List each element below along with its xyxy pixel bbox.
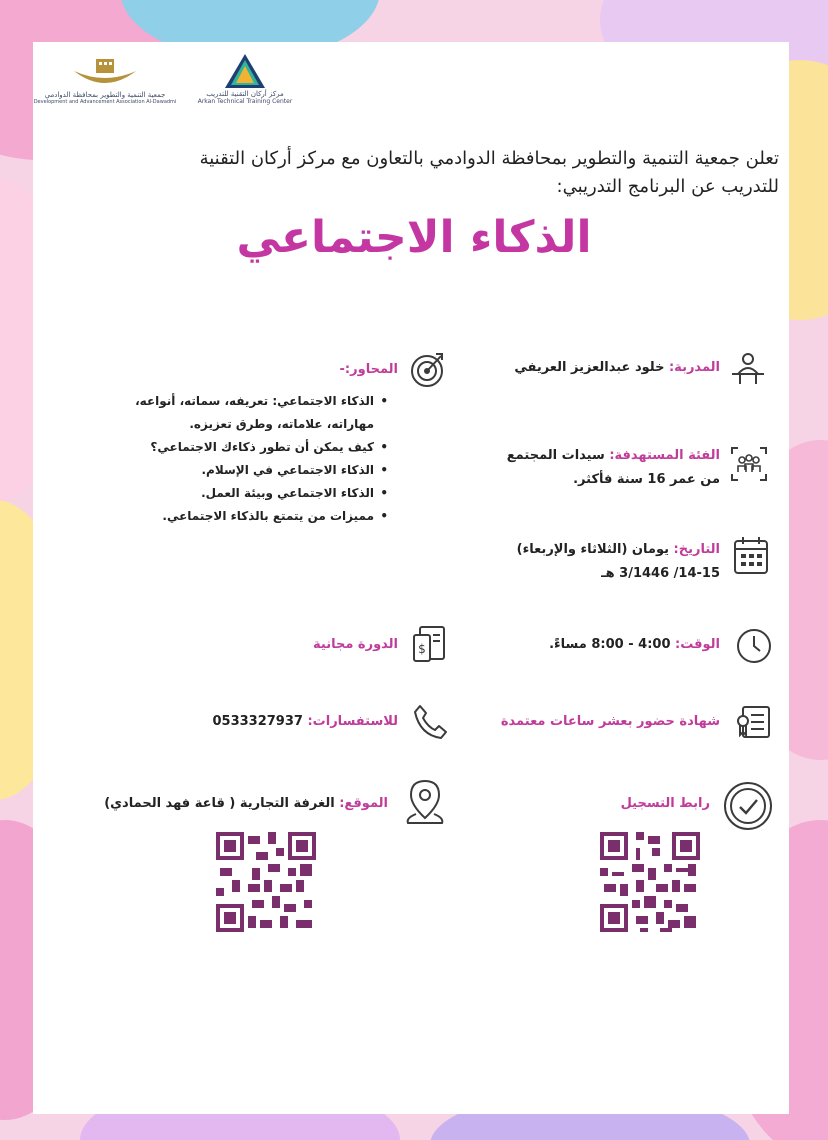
trainer-label: المدربة: [668, 360, 720, 375]
calendar-icon [733, 535, 769, 575]
axes-item: • مميزات من يتمتع بالذكاء الاجتماعي. [88, 505, 388, 528]
certificate-info [420, 710, 720, 734]
registration-label[interactable]: رابط التسجيل [620, 796, 710, 811]
center-name-en: Arkan Technical Training Center [197, 98, 293, 106]
trainer-info [460, 356, 720, 380]
trainer-icon [730, 350, 766, 386]
axes-section [98, 358, 398, 382]
target-icon [408, 350, 446, 388]
intro-line-1: تعلن جمعية التنمية والتطوير بمحافظة الدوادمي بالتعاون مع مركز أركان التقنية [199, 148, 779, 169]
intro-line-2: للتدريب عن البرنامج التدريبي: [556, 176, 779, 197]
axes-item: • كيف يمكن أن تطور ذكاءك الاجتماعي؟ [88, 436, 388, 459]
audience-label: الفئة المستهدفة: [609, 448, 720, 463]
center-name-ar: مركز أركان التقنية للتدريب [206, 90, 284, 98]
free-value: الدورة مجانية [313, 637, 398, 652]
axes-item: • الذكاء الاجتماعي: تعريفه، سماته، أنواعه، مهاراته، علاماته، وطرق تعزيزه. [88, 390, 388, 436]
time-label: الوقت: [675, 637, 720, 652]
certificate-icon [735, 703, 773, 741]
axes-item: • الذكاء الاجتماعي في الإسلام. [88, 459, 388, 482]
date-hijri: 14-15/ 3/1446 هـ [601, 566, 720, 581]
program-title: الذكاء الاجتماعي [236, 212, 592, 263]
location-pin-icon [404, 778, 446, 828]
time-info [460, 633, 720, 657]
axes-list-container [88, 390, 388, 528]
registration-info[interactable] [510, 792, 710, 816]
audience-info [440, 444, 720, 492]
association-name-ar: جمعية التنمية والتطوير بمحافظة الدوادمي [44, 91, 166, 99]
date-label: التاريخ: [673, 542, 720, 557]
time-value: 4:00 - 8:00 مساءً. [549, 637, 671, 652]
location-qr-code[interactable] [216, 832, 316, 932]
receipt-icon [410, 625, 448, 665]
clock-icon [735, 627, 773, 665]
trainer-value: خلود عبدالعزيز العريفي [514, 360, 665, 375]
date-value: يومان (الثلاثاء والإربعاء) [516, 542, 669, 557]
location-value: الغرفة التجارية ( قاعة فهد الحمادي) [104, 796, 335, 811]
group-icon [730, 446, 768, 482]
location-info [68, 792, 388, 816]
center-logo [185, 52, 305, 106]
association-logo [33, 55, 177, 106]
audience-age: من عمر 16 سنة فأكثر. [573, 472, 720, 487]
audience-value: سيدات المجتمع [506, 448, 605, 463]
svg-text:$: $ [418, 642, 426, 656]
certificate-value: شهادة حضور بعشر ساعات معتمدة [500, 714, 720, 729]
intro-text [99, 145, 779, 201]
association-emblem-icon [70, 55, 140, 91]
association-name-en: Development and Advancement Association Al-Dawadmi [33, 99, 177, 106]
inquiries-value[interactable]: 0533327937 [212, 714, 303, 729]
axes-list [88, 390, 388, 528]
date-info [440, 538, 720, 586]
axes-label: المحاور:- [339, 362, 398, 377]
axes-item: • الذكاء الاجتماعي وبيئة العمل. [88, 482, 388, 505]
center-emblem-icon [223, 52, 267, 90]
free-info [198, 633, 398, 657]
phone-icon [412, 703, 448, 741]
check-icon [722, 780, 774, 832]
inquiries-label: للاستفسارات: [307, 714, 398, 729]
registration-qr-code[interactable] [600, 832, 700, 932]
inquiries-info [138, 710, 398, 734]
location-label: الموقع: [339, 796, 388, 811]
